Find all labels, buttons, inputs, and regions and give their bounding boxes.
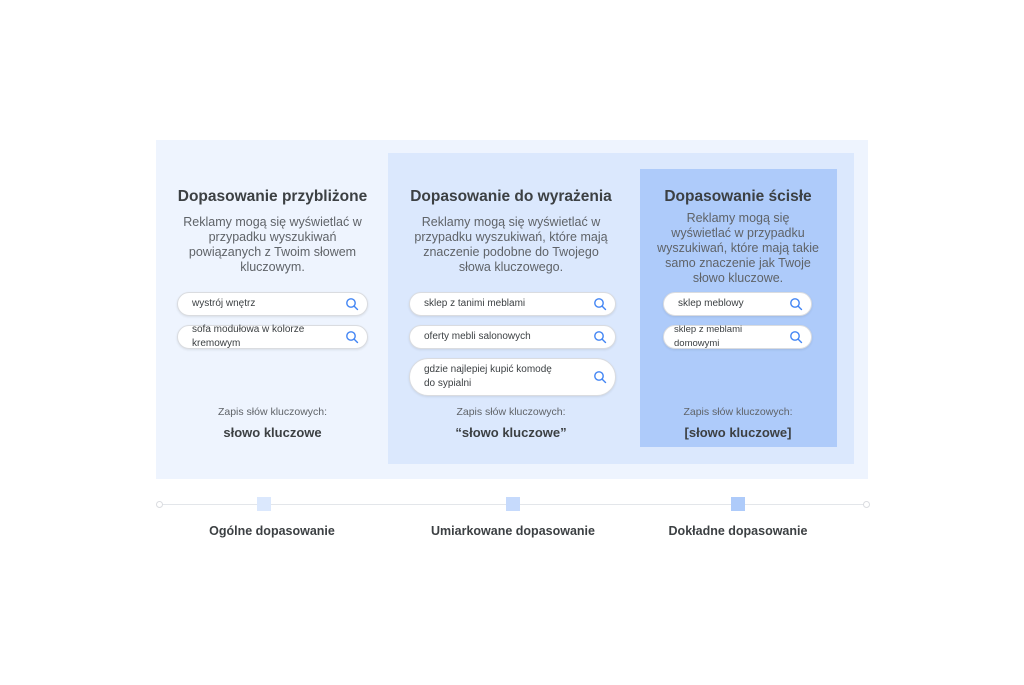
scale-marker-exact: [731, 497, 745, 511]
scale-label-broad: Ogólne dopasowanie: [209, 524, 335, 538]
search-icon: [593, 330, 607, 344]
search-query: sofa modułowa w kolorze kremowym: [192, 324, 305, 349]
exact-match-description: Reklamy mogą się wyświetlać w przypadku wyszukiwań, które mają takie samo znaczenie jak Twoje słowo kluczowe.: [657, 211, 819, 285]
scale-label-phrase: Umiarkowane dopasowanie: [431, 524, 595, 538]
broad-search-box-1[interactable]: [177, 292, 368, 316]
phrase-keyword-label: Zapis słów kluczowych:: [456, 406, 566, 418]
scale-marker-phrase: [506, 497, 520, 511]
exact-keyword-label: Zapis słów kluczowych:: [683, 406, 793, 418]
scale-start-dot: [156, 501, 163, 508]
search-query: sklep meblowy: [678, 298, 744, 309]
phrase-match-column: [400, 185, 622, 275]
broad-match-description: Reklamy mogą się wyświetlać w przypadku wyszukiwań powiązanych z Twoim słowem kluczowym.: [183, 215, 362, 274]
exact-keyword-value: [słowo kluczowe]: [684, 425, 792, 440]
exact-match-column: [650, 185, 826, 286]
scale-end-dot: [863, 501, 870, 508]
search-query: oferty mebli salonowych: [424, 331, 531, 342]
broad-search-box-2[interactable]: [177, 325, 368, 349]
broad-match-title: Dopasowanie przybliżone: [177, 188, 368, 205]
phrase-match-title: Dopasowanie do wyrażenia: [410, 188, 612, 205]
search-icon: [789, 330, 803, 344]
broad-keyword-value: słowo kluczowe: [223, 425, 322, 440]
search-query: sklep z tanimi meblami: [424, 298, 526, 309]
search-icon: [345, 330, 359, 344]
phrase-search-box-2[interactable]: [409, 325, 616, 349]
search-icon: [789, 297, 803, 311]
search-query: sklep z meblami domowymi: [674, 324, 743, 349]
search-icon: [593, 297, 607, 311]
exact-search-box-1[interactable]: [663, 292, 812, 316]
broad-match-column: [170, 185, 375, 275]
phrase-match-description: Reklamy mogą się wyświetlać w przypadku wyszukiwań, które mają znaczenie podobne do Twojego słowa kluczowego.: [414, 215, 608, 274]
search-icon: [345, 297, 359, 311]
exact-match-title: Dopasowanie ścisłe: [664, 188, 812, 205]
search-icon: [593, 370, 607, 384]
exact-search-box-2[interactable]: [663, 325, 812, 349]
scale-marker-broad: [257, 497, 271, 511]
broad-keyword-label: Zapis słów kluczowych:: [217, 406, 328, 418]
phrase-search-box-1[interactable]: [409, 292, 616, 316]
phrase-search-box-3[interactable]: [409, 358, 616, 396]
search-query: wystrój wnętrz: [192, 298, 256, 309]
phrase-keyword-value: “słowo kluczowe”: [455, 425, 567, 440]
scale-label-exact: Dokładne dopasowanie: [668, 524, 808, 538]
search-query: gdzie najlepiej kupić komodę do sypialni: [424, 364, 552, 389]
